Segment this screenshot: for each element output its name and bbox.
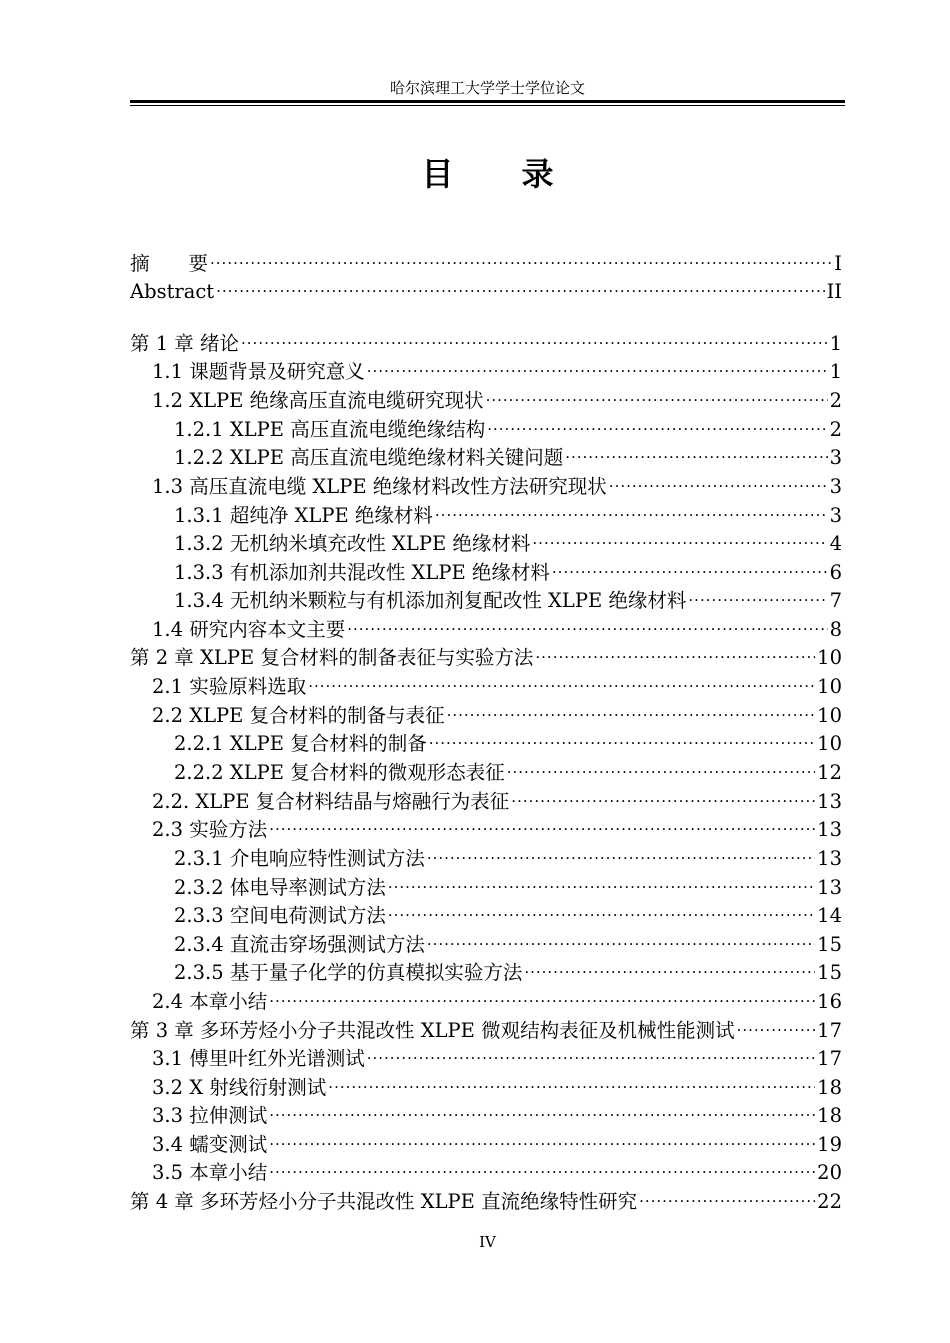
toc-entry-label: 摘 要 bbox=[130, 252, 209, 275]
toc-entry-page: 4 bbox=[829, 532, 842, 555]
toc-entry-label: 2.2.2 XLPE 复合材料的微观形态表征 bbox=[174, 761, 505, 784]
toc-entry-page: 15 bbox=[817, 933, 842, 956]
toc-entry-page: 15 bbox=[817, 961, 842, 984]
toc-title-char-1: 目 bbox=[421, 155, 454, 193]
toc-entry-page: 13 bbox=[817, 818, 842, 841]
toc-entry-leader-dots bbox=[427, 931, 815, 951]
toc-entry-leader-dots bbox=[639, 1188, 815, 1208]
header-rule-thin bbox=[130, 105, 845, 106]
toc-entry-page: 3 bbox=[829, 504, 842, 527]
toc-entry-page: II bbox=[826, 280, 842, 303]
toc-entry-page: 16 bbox=[817, 990, 842, 1013]
toc-entry[interactable] bbox=[130, 473, 842, 501]
toc-entry-leader-dots bbox=[388, 874, 815, 894]
toc-entry-label: 1.3.4 无机纳米颗粒与有机添加剂复配改性 XLPE 绝缘材料 bbox=[174, 589, 687, 612]
toc-entry-leader-dots bbox=[737, 1017, 816, 1037]
toc-entry-page: 17 bbox=[817, 1019, 842, 1042]
header-rule-thick bbox=[130, 100, 845, 103]
toc-entry-leader-dots bbox=[241, 330, 828, 350]
toc-entry-page: 13 bbox=[817, 876, 842, 899]
toc-entry-label: 2.4 本章小结 bbox=[152, 990, 268, 1013]
toc-entry[interactable] bbox=[130, 559, 842, 587]
toc-entry[interactable] bbox=[130, 416, 842, 444]
toc-entry-page: 13 bbox=[817, 847, 842, 870]
toc-entry-label: 1.2.2 XLPE 高压直流电缆绝缘材料关键问题 bbox=[174, 446, 564, 469]
toc-entry[interactable] bbox=[130, 845, 842, 873]
toc-entry-label: 1.3.1 超纯净 XLPE 绝缘材料 bbox=[174, 504, 433, 527]
toc-entry-label: 1.2.1 XLPE 高压直流电缆绝缘结构 bbox=[174, 418, 486, 441]
toc-entry-leader-dots bbox=[388, 902, 815, 922]
toc-entry-leader-dots bbox=[552, 559, 828, 579]
toc-entry-label: 1.2 XLPE 绝缘高压直流电缆研究现状 bbox=[152, 389, 484, 412]
toc-entry[interactable] bbox=[130, 931, 842, 959]
toc-entry-label: 2.1 实验原料选取 bbox=[152, 675, 307, 698]
toc-entry[interactable] bbox=[130, 644, 842, 672]
toc-entry-label: 第 3 章 多环芳烃小分子共混改性 XLPE 微观结构表征及机械性能测试 bbox=[130, 1019, 735, 1042]
toc-entry-label: 1.3.3 有机添加剂共混改性 XLPE 绝缘材料 bbox=[174, 561, 550, 584]
toc-entry-label: 2.2. XLPE 复合材料结晶与熔融行为表征 bbox=[152, 790, 510, 813]
toc-entry-leader-dots bbox=[565, 444, 827, 464]
toc-title bbox=[130, 152, 845, 196]
toc-entry-leader-dots bbox=[535, 644, 815, 664]
toc-entry-page: 10 bbox=[817, 646, 842, 669]
toc-entry[interactable] bbox=[130, 959, 842, 987]
toc-entry-label: 2.3.4 直流击穿场强测试方法 bbox=[174, 933, 425, 956]
toc-entry-page: 18 bbox=[817, 1104, 842, 1127]
toc-entry[interactable] bbox=[130, 1045, 842, 1073]
toc-entry[interactable] bbox=[130, 902, 842, 930]
toc-entry[interactable] bbox=[130, 788, 842, 816]
toc-entry-leader-dots bbox=[609, 473, 828, 493]
toc-entry[interactable] bbox=[130, 502, 842, 530]
toc-entry-leader-dots bbox=[347, 616, 827, 636]
toc-entry[interactable] bbox=[130, 1159, 842, 1187]
toc-entry-label: 3.2 X 射线衍射测试 bbox=[152, 1076, 327, 1099]
toc-entry[interactable] bbox=[130, 816, 842, 844]
toc-entry[interactable] bbox=[130, 530, 842, 558]
toc-entry-leader-dots bbox=[532, 530, 827, 550]
toc-entry-label: 3.4 蠕变测试 bbox=[152, 1133, 268, 1156]
toc-entry[interactable] bbox=[130, 587, 842, 615]
toc-entry-label: 2.2.1 XLPE 复合材料的制备 bbox=[174, 732, 427, 755]
toc-entry-leader-dots bbox=[429, 730, 815, 750]
toc-entry-leader-dots bbox=[427, 845, 815, 865]
toc-entry-page: 10 bbox=[817, 704, 842, 727]
toc-entry[interactable] bbox=[130, 702, 842, 730]
toc-entry-page: 3 bbox=[829, 475, 842, 498]
toc-entry-leader-dots bbox=[507, 759, 815, 779]
toc-entry[interactable] bbox=[130, 330, 842, 358]
toc-entry-leader-dots bbox=[435, 502, 828, 522]
toc-entry-page: 18 bbox=[817, 1076, 842, 1099]
toc-entry[interactable] bbox=[130, 358, 842, 386]
toc-entry-page: 2 bbox=[829, 389, 842, 412]
toc-entry-label: 3.5 本章小结 bbox=[152, 1161, 268, 1184]
toc-entry-page: 17 bbox=[817, 1047, 842, 1070]
toc-entry-page: 6 bbox=[829, 561, 842, 584]
toc-entry-label: 1.3.2 无机纳米填充改性 XLPE 绝缘材料 bbox=[174, 532, 531, 555]
toc-entry-leader-dots bbox=[486, 387, 828, 407]
toc-entry-label: 3.3 拉伸测试 bbox=[152, 1104, 268, 1127]
toc-entry-leader-dots bbox=[367, 1045, 815, 1065]
toc-entry-leader-dots bbox=[487, 416, 827, 436]
toc-entry-page: 3 bbox=[829, 446, 842, 469]
toc-entry-leader-dots bbox=[328, 1074, 815, 1094]
toc-entry-leader-dots bbox=[269, 816, 815, 836]
toc-entry-page: 10 bbox=[817, 675, 842, 698]
toc-entry-label: 2.3.3 空间电荷测试方法 bbox=[174, 904, 386, 927]
toc-entry-label: 第 4 章 多环芳烃小分子共混改性 XLPE 直流绝缘特性研究 bbox=[130, 1190, 638, 1213]
toc-entry[interactable] bbox=[130, 759, 842, 787]
toc-entry[interactable] bbox=[130, 616, 842, 644]
toc-entry-leader-dots bbox=[216, 278, 824, 298]
toc-entry-label: 1.3 高压直流电缆 XLPE 绝缘材料改性方法研究现状 bbox=[152, 475, 607, 498]
toc-entry-label: 1.1 课题背景及研究意义 bbox=[152, 360, 365, 383]
toc-entry-label: 1.4 研究内容本文主要 bbox=[152, 618, 346, 641]
toc-entry-leader-dots bbox=[210, 250, 832, 270]
running-header: 哈尔滨理工大学学士学位论文 bbox=[389, 79, 585, 97]
toc-entry-page: 1 bbox=[829, 360, 842, 383]
toc-entry-leader-dots bbox=[269, 988, 815, 1008]
toc-entry-page: 22 bbox=[817, 1190, 842, 1213]
toc-entry-leader-dots bbox=[269, 1102, 815, 1122]
toc-entry[interactable] bbox=[130, 387, 842, 415]
toc-entry-page: 20 bbox=[817, 1161, 842, 1184]
toc-entry-page: 19 bbox=[817, 1133, 842, 1156]
toc-entry-leader-dots bbox=[269, 1131, 815, 1151]
toc-entry-page: 8 bbox=[829, 618, 842, 641]
toc-entry-label: 2.2 XLPE 复合材料的制备与表征 bbox=[152, 704, 445, 727]
toc-entry-label: 2.3.1 介电响应特性测试方法 bbox=[174, 847, 425, 870]
toc-entry[interactable] bbox=[130, 1188, 842, 1216]
toc-entry-leader-dots bbox=[447, 702, 816, 722]
toc-entry-label: 第 1 章 绪论 bbox=[130, 332, 240, 355]
toc-entry[interactable] bbox=[130, 1074, 842, 1102]
toc-entry[interactable] bbox=[130, 1017, 842, 1045]
toc-entry[interactable] bbox=[130, 278, 842, 306]
toc-entry-leader-dots bbox=[688, 587, 827, 607]
toc-entry[interactable] bbox=[130, 250, 842, 278]
toc-entry-page: 12 bbox=[817, 761, 842, 784]
toc-entry[interactable] bbox=[130, 874, 842, 902]
toc-entry-page: I bbox=[834, 252, 842, 275]
toc-entry-page: 7 bbox=[829, 589, 842, 612]
toc-entry-page: 2 bbox=[829, 418, 842, 441]
toc-entry-label: 2.3.2 体电导率测试方法 bbox=[174, 876, 386, 899]
toc-entry-page: 14 bbox=[817, 904, 842, 927]
toc-entry[interactable] bbox=[130, 1102, 842, 1130]
toc-entry-label: Abstract bbox=[130, 280, 215, 303]
toc-entry-leader-dots bbox=[367, 358, 828, 378]
toc-entry[interactable] bbox=[130, 444, 842, 472]
toc-entry-label: 第 2 章 XLPE 复合材料的制备表征与实验方法 bbox=[130, 646, 534, 669]
toc-entry-leader-dots bbox=[269, 1159, 815, 1179]
toc-entry-page: 13 bbox=[817, 790, 842, 813]
toc-entry[interactable] bbox=[130, 673, 842, 701]
toc-entry-label: 2.3.5 基于量子化学的仿真模拟实验方法 bbox=[174, 961, 523, 984]
toc-entry[interactable] bbox=[130, 988, 842, 1016]
page-number: IV bbox=[479, 1233, 496, 1251]
toc-entry-page: 1 bbox=[829, 332, 842, 355]
toc-entry-leader-dots bbox=[308, 673, 815, 693]
toc-entry[interactable] bbox=[130, 730, 842, 758]
toc-entry-label: 2.3 实验方法 bbox=[152, 818, 268, 841]
toc-entry-page: 10 bbox=[817, 732, 842, 755]
toc-title-char-2: 录 bbox=[521, 155, 554, 193]
toc-entry-leader-dots bbox=[524, 959, 815, 979]
toc-entry[interactable] bbox=[130, 1131, 842, 1159]
toc-entry-label: 3.1 傅里叶红外光谱测试 bbox=[152, 1047, 365, 1070]
toc-entry-leader-dots bbox=[511, 788, 815, 808]
